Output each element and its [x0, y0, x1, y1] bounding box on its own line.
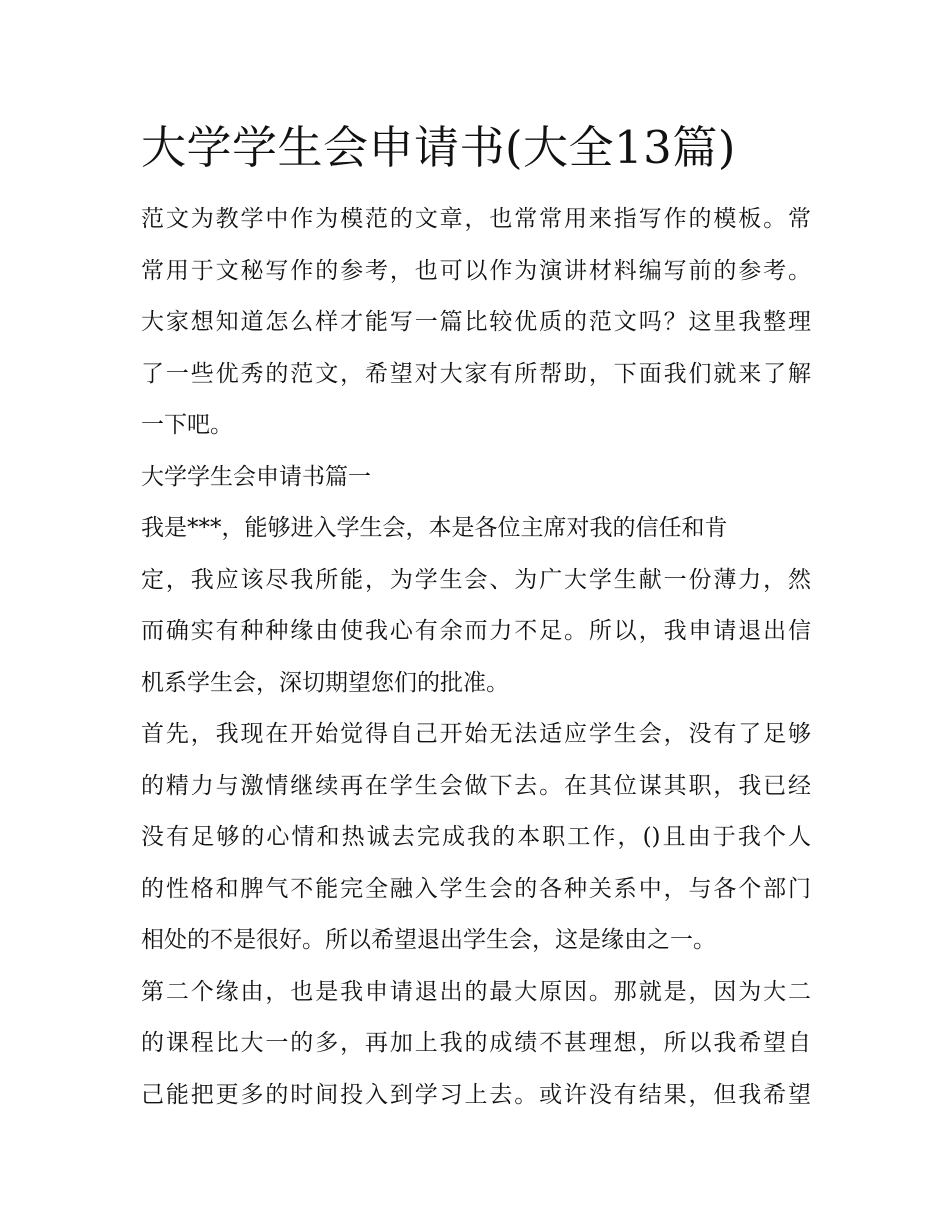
text-line: 第二个缘由，也是我申请退出的最大原因。那就是，因为大二 — [141, 978, 811, 1005]
text-line: 范文为教学中作为模范的文章，也常常用来指写作的模板。常 — [141, 206, 811, 232]
text-line: 的性格和脾气不能完全融入学生会的各种关系中，与各个部门 — [141, 875, 811, 902]
text-line: 了一些优秀的范文，希望对大家有所帮助，下面我们就来了解 — [141, 360, 811, 387]
text-line: 的精力与激情继续再在学生会做下去。在其位谋其职，我已经 — [141, 772, 811, 799]
text-line: 常用于文秘写作的参考，也可以作为演讲材料编写前的参考。 — [141, 257, 811, 284]
section-heading: 大学学生会申请书篇一 — [141, 463, 371, 490]
text-line: 己能把更多的时间投入到学习上去。或许没有结果，但我希望 — [141, 1081, 811, 1108]
text-line: 大家想知道怎么样才能写一篇比较优质的范文吗？这里我整理 — [141, 309, 811, 335]
document-title: 大学学生会申请书(大全13篇) — [141, 121, 736, 174]
text-line: 首先，我现在开始觉得自己开始无法适应学生会，没有了足够 — [141, 721, 811, 747]
text-line: 而确实有种种缘由使我心有余而力不足。所以，我申请退出信 — [141, 618, 811, 644]
text-line: 相处的不是很好。所以希望退出学生会，这是缘由之一。 — [141, 927, 716, 953]
document-content — [141, 112, 811, 1121]
document-body — [141, 194, 811, 1121]
text-line: 机系学生会，深切期望您们的批准。 — [141, 669, 509, 696]
text-line: 我是***，能够进入学生会，本是各位主席对我的信任和肯 — [141, 515, 728, 541]
text-line: 定，我应该尽我所能，为学生会、为广大学生献一份薄力，然 — [141, 566, 811, 593]
text-line: 一下吧。 — [141, 412, 233, 438]
text-line: 的课程比大一的多，再加上我的成绩不甚理想，所以我希望自 — [141, 1030, 811, 1056]
text-line: 没有足够的心情和热诚去完成我的本职工作，()且由于我个人 — [141, 824, 811, 850]
